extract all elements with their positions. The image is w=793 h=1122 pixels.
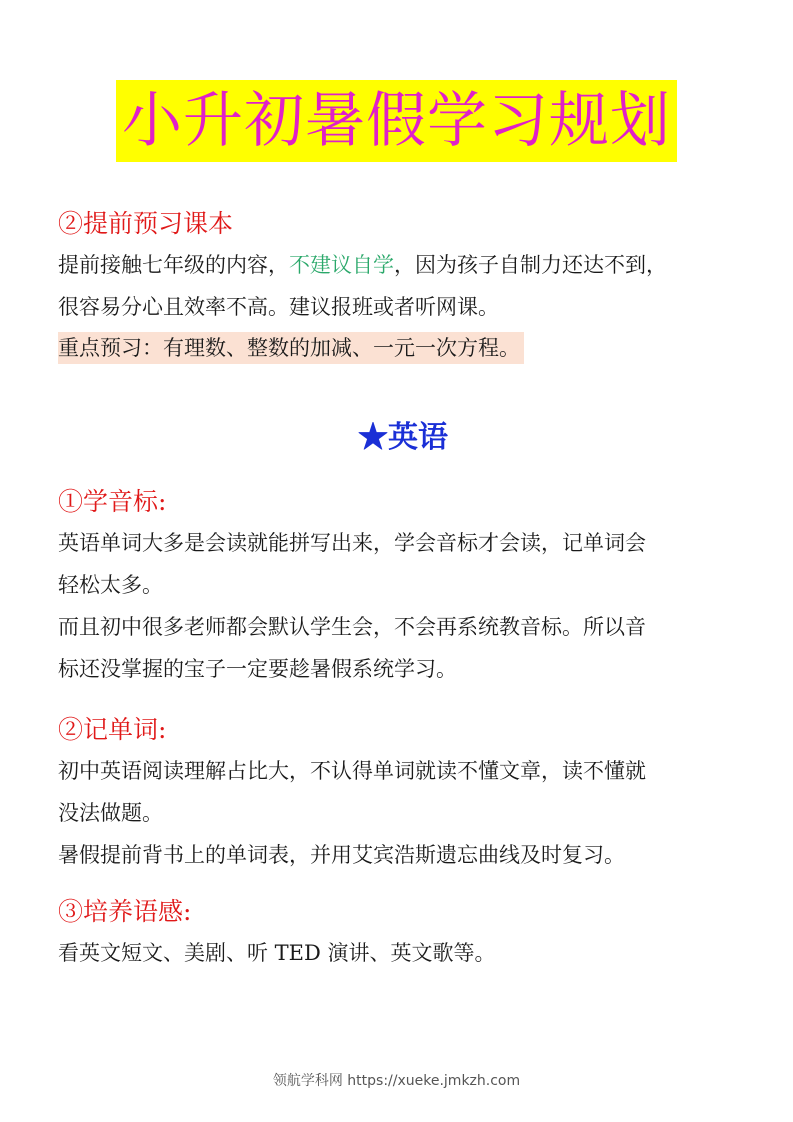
- preview-heading: ②提前预习课本: [58, 209, 234, 238]
- english-item2-line: 初中英语阅读理解占比大，不认得单词就读不懂文章，读不懂就: [58, 759, 646, 783]
- english-item2-line: 没法做题。: [58, 801, 163, 825]
- spacer: [58, 876, 748, 892]
- english-item1-line: 轻松太多。: [58, 573, 163, 597]
- preview-highlight: 重点预习：有理数、整数的加减、一元一次方程。: [58, 332, 524, 364]
- preview-text-after: ，因为孩子自制力还达不到，: [394, 253, 667, 277]
- english-section-title: ★英语: [358, 420, 448, 455]
- document-body: [58, 204, 748, 974]
- english-item2-heading: ②记单词:: [58, 715, 167, 744]
- page-title: 小升初暑假学习规划: [116, 80, 677, 162]
- english-item1-heading: ①学音标:: [58, 487, 167, 516]
- title-container: [0, 80, 793, 162]
- preview-paragraph-2: 很容易分心且效率不高。建议报班或者听网课。: [58, 295, 499, 319]
- preview-text-before: 提前接触七年级的内容，: [58, 253, 289, 277]
- preview-paragraph-1: [58, 244, 748, 286]
- footer-source: 领航学科网 https://xueke.jmkzh.com: [272, 1073, 521, 1089]
- english-item1-line: 标还没掌握的宝子一定要趁暑假系统学习。: [58, 657, 457, 681]
- english-item1-line: 英语单词大多是会读就能拼写出来，学会音标才会读，记单词会: [58, 531, 646, 555]
- english-item3-line: 看英文短文、美剧、听 TED 演讲、英文歌等。: [58, 941, 496, 965]
- english-item3-heading: ③培养语感:: [58, 897, 192, 926]
- preview-text-green: 不建议自学: [289, 253, 394, 277]
- spacer: [58, 690, 748, 710]
- english-item2-line: 暑假提前背书上的单词表，并用艾宾浩斯遗忘曲线及时复习。: [58, 843, 625, 867]
- english-item1-line: 而且初中很多老师都会默认学生会，不会再系统教音标。所以音: [58, 615, 646, 639]
